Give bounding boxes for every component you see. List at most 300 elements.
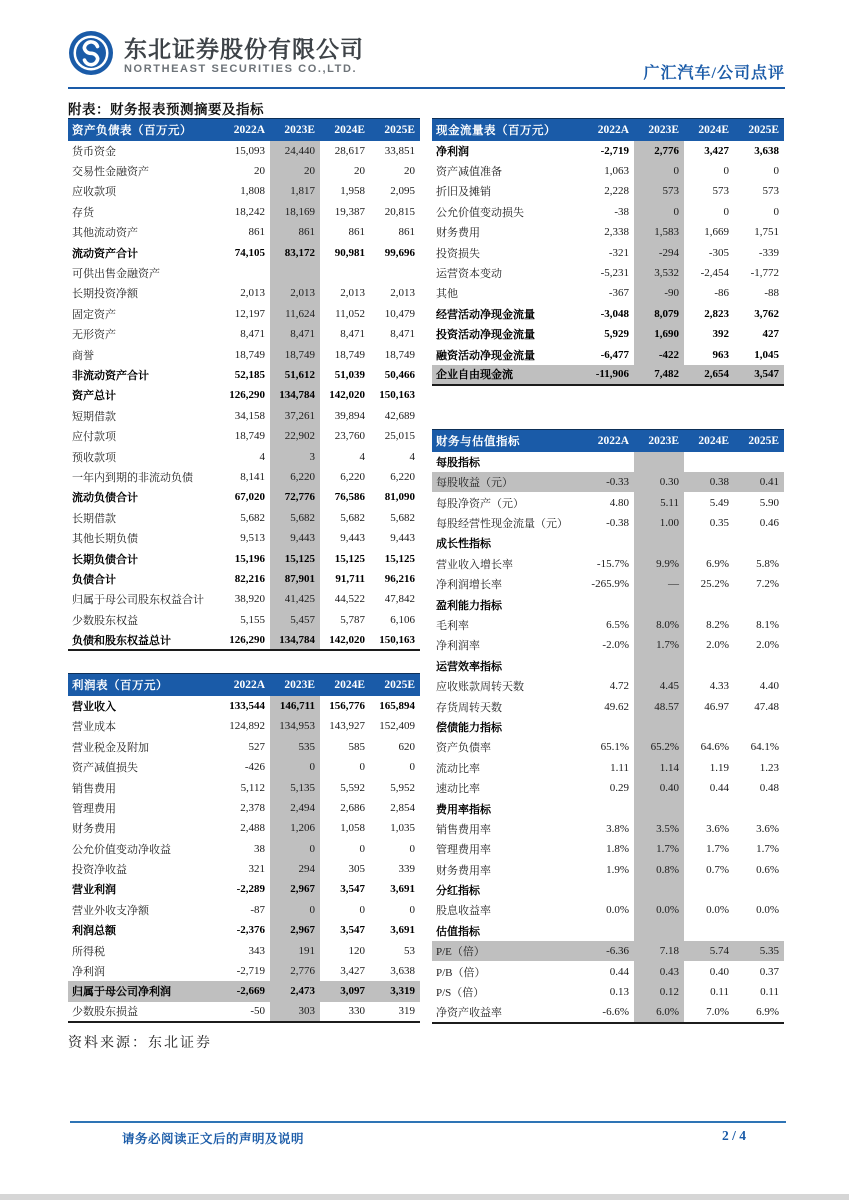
cell-value: 3.6% [706, 822, 729, 835]
cell-value: 6.9% [756, 1005, 779, 1018]
cell-value: 0 [409, 842, 415, 855]
cell-value: -38 [614, 205, 629, 218]
cell-value: -294 [634, 242, 684, 262]
cell-value: 3.8% [606, 822, 629, 835]
cell-value: 6.5% [606, 619, 629, 631]
cell-value: 1,808 [240, 185, 265, 198]
cell-value: -1,772 [750, 267, 779, 280]
table-row [68, 222, 420, 242]
row-label: 公允价值变动损失 [436, 206, 524, 219]
cell-value: 11,052 [335, 307, 365, 320]
cell-value: 87,901 [270, 569, 320, 589]
table-row [432, 798, 784, 818]
cell-value: 38 [254, 842, 265, 855]
cell-value: 0 [409, 761, 415, 774]
table-row [432, 324, 784, 344]
table-header-row [432, 430, 784, 452]
cell-value: 18,749 [270, 344, 320, 364]
cell-value: 1.00 [634, 513, 684, 533]
cell-value: -2,289 [236, 883, 265, 896]
cell-value: 142,020 [329, 389, 365, 402]
table-row [432, 161, 784, 181]
row-label: 成长性指标 [436, 538, 491, 551]
cell-value: 8.0% [634, 615, 684, 635]
cell-value: 18,749 [384, 348, 415, 361]
table-row [432, 656, 784, 676]
table-row [68, 569, 420, 589]
row-label: 财务费用 [436, 227, 480, 240]
cell-value: 133,544 [229, 699, 265, 712]
table-row [432, 880, 784, 900]
cell-value: 573 [712, 185, 729, 198]
cell-value: 44,522 [334, 593, 365, 606]
table-row [68, 900, 420, 920]
cell-value: 90,981 [334, 246, 365, 259]
cell-value: 2,338 [604, 226, 629, 239]
table-row [432, 141, 784, 161]
cell-value: -321 [608, 246, 629, 259]
table-row [68, 242, 420, 262]
cell-value: 1,583 [634, 222, 684, 242]
row-label: 每股经营性现金流量（元） [436, 518, 568, 531]
cell-value: 1.23 [759, 761, 779, 774]
cell-value: 2,854 [390, 801, 415, 814]
column-header: 2022A [220, 119, 270, 141]
cell-value: 8,141 [240, 470, 265, 483]
cell-value: 5,457 [270, 609, 320, 629]
cell-value: 5.90 [759, 496, 779, 509]
row-label: 负债合计 [72, 573, 116, 586]
cell-value: 48.57 [634, 696, 684, 716]
table-row [432, 242, 784, 262]
cell-value: 2,967 [270, 879, 320, 899]
table-row [68, 757, 420, 777]
row-label: 盈利能力指标 [436, 599, 502, 612]
table-row [68, 365, 420, 385]
table-row [432, 676, 784, 696]
income-statement-table [68, 673, 420, 1023]
cell-value: 91,711 [335, 572, 365, 585]
cell-value [584, 798, 634, 818]
cell-value: 15,196 [234, 552, 265, 565]
cell-value: -2,719 [600, 144, 629, 157]
cell-value: 19,387 [334, 205, 365, 218]
cell-value [684, 921, 734, 941]
cell-value: 1.8% [606, 843, 629, 856]
cell-value: -367 [608, 287, 629, 300]
cell-value: 0 [270, 757, 320, 777]
row-label: 投资损失 [436, 247, 480, 260]
cell-value: -2.0% [602, 639, 629, 652]
cell-value [584, 717, 634, 737]
cell-value: 4.40 [759, 680, 779, 693]
cell-value: 4 [359, 450, 365, 463]
cell-value: 2,378 [240, 801, 265, 814]
column-header: 2023E [634, 119, 684, 141]
row-label: 运营资本变动 [436, 268, 502, 281]
cell-value [734, 594, 784, 614]
row-label: 可供出售金融资产 [72, 268, 160, 281]
cell-value: 0.44 [709, 782, 729, 795]
balance-sheet-table [68, 118, 420, 651]
page-number: 2 / 4 [722, 1128, 747, 1143]
table-row [432, 533, 784, 553]
table-row [432, 982, 784, 1002]
cell-value: 18,749 [334, 348, 365, 361]
column-header: 2024E [320, 119, 370, 141]
row-label: 少数股东权益 [72, 614, 138, 627]
cell-value: 38,920 [234, 593, 265, 606]
row-label: 股息收益率 [436, 905, 491, 918]
row-label: 管理费用 [72, 802, 116, 815]
row-label: 营业收入 [72, 700, 116, 713]
cell-value: 305 [348, 863, 365, 876]
cell-value: 0.46 [759, 517, 779, 530]
cell-value: 321 [248, 863, 265, 876]
row-label: P/S（倍） [436, 987, 485, 1000]
cashflow-table [432, 118, 784, 386]
column-header: 2025E [734, 430, 784, 452]
cell-value: 8.2% [706, 619, 729, 631]
cell-value: 1.9% [606, 863, 629, 876]
cell-value [634, 594, 684, 614]
cell-value: 319 [398, 1005, 415, 1018]
cell-value [320, 263, 370, 283]
cell-value: 191 [270, 940, 320, 960]
cell-value: 343 [248, 944, 265, 957]
cell-value: 8,471 [340, 328, 365, 341]
column-header: 2023E [634, 430, 684, 452]
cell-value: 0 [773, 205, 779, 218]
table-row [68, 344, 420, 364]
table-title: 财务与估值指标 [432, 430, 584, 452]
table-row [432, 961, 784, 981]
cell-value: 124,892 [229, 720, 265, 733]
cell-value [634, 921, 684, 941]
cell-value: 5.49 [709, 496, 729, 509]
row-label: 投资净收益 [72, 864, 127, 877]
cell-value: 5,112 [240, 781, 265, 794]
cell-value: 5,682 [340, 511, 365, 524]
cell-value: 0.40 [709, 965, 729, 978]
cell-value: 3,547 [340, 924, 365, 937]
cell-value: 20,815 [384, 205, 415, 218]
report-tag: 广汇汽车/公司点评 [643, 65, 785, 82]
table-row [432, 635, 784, 655]
cell-value: 8,079 [634, 304, 684, 324]
table-row [432, 696, 784, 716]
cell-value: -2,454 [700, 267, 729, 280]
cell-value: 0.38 [684, 472, 734, 492]
table-row [68, 630, 420, 650]
column-header: 2025E [370, 674, 420, 696]
row-label: 融资活动净现金流量 [436, 349, 535, 362]
table-row [68, 940, 420, 960]
row-label: 营业税金及附加 [72, 741, 149, 754]
cell-value: -0.33 [584, 472, 634, 492]
row-label: 净利润增长率 [436, 579, 502, 592]
row-label: 应收账款周转天数 [436, 681, 524, 694]
cell-value: 5.11 [634, 492, 684, 512]
cell-value: 0 [634, 202, 684, 222]
cell-value: 573 [762, 185, 779, 198]
cell-value [734, 921, 784, 941]
cell-value: 6,220 [340, 470, 365, 483]
row-label: 营业外收支净额 [72, 904, 149, 917]
cell-value: 3,427 [340, 965, 365, 978]
company-name-cn: 东北证券股份有限公司 [124, 35, 364, 62]
cell-value: 49.62 [604, 700, 629, 713]
cell-value: 8,471 [240, 328, 265, 341]
cell-value: 3,547 [734, 365, 784, 385]
cell-value: 65.1% [600, 741, 629, 754]
table-row [432, 1002, 784, 1022]
row-label: 费用率指标 [436, 803, 491, 816]
table-row [432, 513, 784, 533]
row-label: 长期投资净额 [72, 288, 138, 301]
table-row [432, 594, 784, 614]
table-header-row [432, 119, 784, 141]
row-label: 少数股东损益 [72, 1006, 138, 1019]
cell-value: 4 [409, 450, 415, 463]
column-header: 2025E [734, 119, 784, 141]
cell-value: 28,617 [334, 144, 365, 157]
cell-value: 6.0% [634, 1002, 684, 1022]
cell-value: 5,682 [390, 511, 415, 524]
cell-value: -6,477 [600, 348, 629, 361]
column-header: 2023E [270, 119, 320, 141]
cell-value: 3,691 [390, 924, 415, 937]
cell-value: 330 [348, 1005, 365, 1018]
row-label: 商誉 [72, 349, 94, 362]
footer-divider [70, 1121, 786, 1123]
cell-value: -15.7% [596, 557, 629, 570]
cell-value: 5.8% [756, 557, 779, 570]
row-label: 长期借款 [72, 512, 116, 525]
table-row [68, 385, 420, 405]
table-row [68, 141, 420, 161]
cell-value: 5.74 [684, 941, 734, 961]
row-label: 估值指标 [436, 925, 480, 938]
cell-value: 3.5% [634, 819, 684, 839]
cell-value: 51,612 [270, 365, 320, 385]
row-label: 一年内到期的非流动负债 [72, 471, 193, 484]
row-label: 净资产收益率 [436, 1006, 502, 1019]
cell-value: 20 [404, 165, 415, 178]
cell-value: 10,479 [384, 307, 415, 320]
table-title: 现金流量表（百万元） [432, 119, 584, 141]
cell-value: 4.80 [609, 496, 629, 509]
cell-value: 303 [270, 1002, 320, 1022]
cell-value: 0.44 [609, 965, 629, 978]
cell-value: 12,197 [234, 307, 265, 320]
cell-value: 2,654 [684, 365, 734, 385]
company-name-en: NORTHEAST SECURITIES CO.,LTD. [124, 62, 358, 75]
company-logo [68, 30, 364, 81]
table-row [68, 324, 420, 344]
cell-value: 2,686 [340, 801, 365, 814]
table-row [68, 446, 420, 466]
cell-value: 527 [248, 740, 265, 753]
cell-value: 427 [762, 328, 779, 341]
cell-value: 2,013 [270, 283, 320, 303]
row-label: 净利润 [436, 145, 469, 158]
table-row [68, 798, 420, 818]
cell-value: 76,586 [334, 491, 365, 504]
cell-value: 535 [270, 737, 320, 757]
table-row [432, 492, 784, 512]
cell-value: -2,669 [220, 981, 270, 1001]
cell-value: 9,443 [390, 532, 415, 545]
cell-value: 2.0% [756, 639, 779, 652]
table-title: 资产负债表（百万元） [68, 119, 220, 141]
cell-value: 8.1% [756, 619, 779, 631]
table-row [68, 859, 420, 879]
cell-value: 15,125 [334, 552, 365, 565]
cell-value: 150,163 [379, 633, 415, 646]
cell-value: 0.7% [706, 863, 729, 876]
row-label: 经营活动净现金流量 [436, 308, 535, 321]
cell-value [584, 533, 634, 553]
cell-value: 42,689 [384, 409, 415, 422]
cell-value [634, 656, 684, 676]
row-label: 偿债能力指标 [436, 721, 502, 734]
row-label: 预收款项 [72, 451, 116, 464]
cell-value: 1.19 [709, 761, 729, 774]
cell-value: 74,105 [234, 246, 265, 259]
table-row [432, 554, 784, 574]
cell-value: 37,261 [270, 406, 320, 426]
cell-value: 2,473 [270, 981, 320, 1001]
cell-value: 5.35 [734, 941, 784, 961]
cell-value: 0.48 [759, 782, 779, 795]
table-row [432, 900, 784, 920]
cell-value: 0 [270, 900, 320, 920]
table-row [68, 426, 420, 446]
cell-value: 573 [634, 181, 684, 201]
cell-value: 8,471 [390, 328, 415, 341]
table-row [432, 283, 784, 303]
cell-value: 0.6% [756, 863, 779, 876]
cell-value [584, 452, 634, 472]
cell-value: 15,125 [384, 552, 415, 565]
cell-value: 2,488 [240, 822, 265, 835]
row-label: 速动比率 [436, 783, 480, 796]
table-row [68, 304, 420, 324]
table-row [432, 574, 784, 594]
cell-value: 2,013 [240, 287, 265, 300]
cell-value: 0.0% [756, 904, 779, 917]
table-row [68, 737, 420, 757]
cell-value: 0.8% [634, 860, 684, 880]
cell-value: 1,058 [340, 822, 365, 835]
cell-value: 3 [270, 446, 320, 466]
cell-value: 15,093 [234, 144, 265, 157]
cell-value: -6.36 [584, 941, 634, 961]
row-label: 每股收益（元） [432, 472, 584, 492]
cell-value [584, 921, 634, 941]
cell-value [734, 656, 784, 676]
cell-value: 0.11 [760, 986, 779, 999]
row-label: P/B（倍） [436, 966, 486, 979]
row-label: 每股净资产（元） [436, 497, 524, 510]
cell-value: — [634, 574, 684, 594]
appendix-title: 附表：财务报表预测摘要及指标 [68, 102, 264, 117]
cell-value [584, 656, 634, 676]
cell-value: -339 [758, 246, 779, 259]
cell-value: 96,216 [384, 572, 415, 585]
row-label: 分红指标 [436, 885, 480, 898]
row-label: 货币资金 [72, 145, 116, 158]
row-label: 销售费用率 [436, 823, 491, 836]
table-row [68, 467, 420, 487]
cell-value: 5,787 [340, 613, 365, 626]
table-header-row [68, 119, 420, 141]
cell-value: 0 [773, 165, 779, 178]
row-label: 营业利润 [72, 884, 116, 897]
cell-value: 41,425 [270, 589, 320, 609]
cell-value: 18,242 [234, 205, 265, 218]
cell-value: -426 [244, 761, 265, 774]
row-label: 销售费用 [72, 782, 116, 795]
cell-value: 3,638 [390, 965, 415, 978]
cell-value: 6.9% [706, 557, 729, 570]
row-label: 存货 [72, 206, 94, 219]
cell-value: 18,169 [270, 202, 320, 222]
cell-value: 3,691 [390, 883, 415, 896]
securities-logo-icon [68, 30, 114, 81]
cell-value: 2,967 [270, 920, 320, 940]
cell-value: 134,784 [270, 385, 320, 405]
row-label: 财务费用率 [436, 864, 491, 877]
table-row [68, 716, 420, 736]
cell-value: 0 [359, 842, 365, 855]
cell-value: 5,952 [390, 781, 415, 794]
header-divider [68, 87, 785, 89]
cell-value: 0.29 [609, 782, 629, 795]
cell-value: 4 [259, 450, 265, 463]
cell-value: 0 [359, 761, 365, 774]
cell-value: 585 [348, 740, 365, 753]
cell-value: 0.0% [706, 904, 729, 917]
cell-value: 152,409 [379, 720, 415, 733]
row-label: 资产减值损失 [72, 762, 138, 775]
table-row [432, 860, 784, 880]
row-label: 企业自由现金流 [432, 365, 584, 385]
cell-value: 22,902 [270, 426, 320, 446]
table-row [68, 920, 420, 940]
table-row [432, 839, 784, 859]
cell-value: 392 [712, 328, 729, 341]
cell-value: 2,228 [604, 185, 629, 198]
cell-value: 861 [348, 226, 365, 239]
cell-value: -50 [250, 1005, 265, 1018]
cell-value: 6,220 [270, 467, 320, 487]
cell-value: -88 [764, 287, 779, 300]
row-label: 其他长期负债 [72, 533, 138, 546]
row-label: 无形资产 [72, 329, 116, 342]
cell-value: 25.2% [700, 578, 729, 591]
right-table-column [432, 118, 784, 1024]
table-row [432, 222, 784, 242]
row-label: 存货周转天数 [436, 701, 502, 714]
cell-value: 1.14 [634, 758, 684, 778]
table-row [432, 344, 784, 364]
cell-value: 3,427 [704, 144, 729, 157]
row-label: 运营效率指标 [436, 660, 502, 673]
cell-value [684, 717, 734, 737]
table-row [432, 202, 784, 222]
